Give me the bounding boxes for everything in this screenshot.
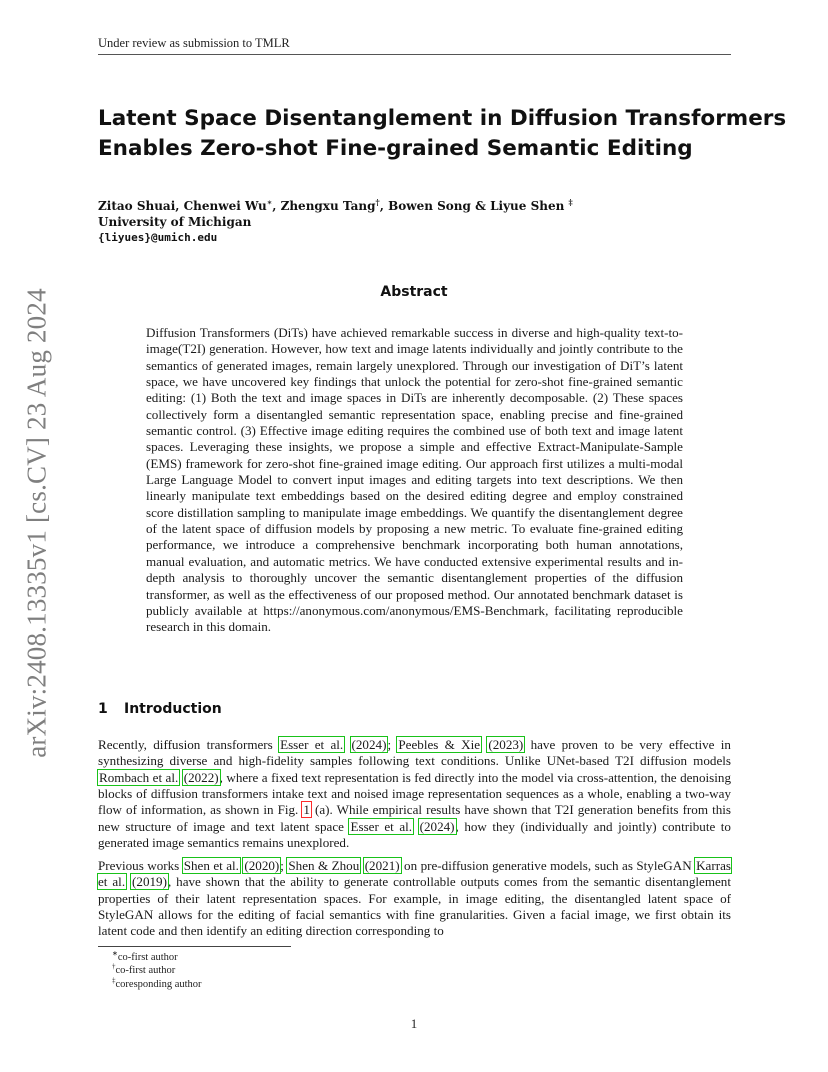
footnote-text: co-first author [115, 965, 176, 977]
citation-link[interactable]: Shen & Zhou [288, 858, 360, 873]
author-names [98, 198, 738, 214]
section-title: Introduction [124, 701, 222, 717]
footnote-item [112, 951, 202, 964]
text-run [413, 819, 419, 834]
text-run: , where a fixed text representation is fed directly into the model via cross-attention, the denoising blocks of diffusion transformers intake text and noised image representation sequences as a whole, enabling a two-way flow of information, as shown in Fig. [98, 769, 731, 818]
title-line-1: Latent Space Disentanglement in Diffusion Transformers [98, 106, 787, 131]
citation-link[interactable]: (2021) [364, 858, 400, 873]
arxiv-sidebar-stamp [17, 285, 57, 760]
author-block [98, 198, 738, 246]
author-email: {liyues}@umich.edu [98, 231, 218, 244]
text-run: , have shown that the ability to generate controllable outputs comes from the semantic disentanglement properties of their latent representation spaces. For example, in image editing, the disentangled latent space of StyleGAN allows for the editing of facial semantics with fine granularities. Given a facial image, we first obtain its latent code and then identify an editing direction corresponding to [98, 874, 731, 939]
author-mark-1: ∗ [266, 197, 273, 207]
author-text-3: , Bowen Song & Liyue Shen [379, 199, 569, 213]
citation-link[interactable]: Shen et al. [183, 858, 239, 873]
footnote-divider [98, 946, 291, 947]
footnote-text: co-first author [117, 952, 178, 963]
running-header: Under review as submission to TMLR [98, 36, 731, 55]
citation-link[interactable]: (2023) [488, 737, 524, 752]
arxiv-id: arXiv:2408.13335v1 [cs.CV] 23 Aug 2024 [21, 287, 52, 758]
citation-link[interactable]: (2024) [419, 818, 455, 834]
text-run: Recently, diffusion transformers [98, 737, 280, 752]
footnote-item [112, 964, 202, 977]
author-mark-3: ‡ [568, 197, 573, 207]
title-line-2: Enables Zero-shot Fine-grained Semantic Editing [98, 136, 693, 161]
figure-reference-link[interactable]: 1 [303, 802, 310, 818]
citation-link[interactable]: (2024) [351, 737, 387, 752]
citation-link[interactable]: Rombach et al. [99, 769, 179, 785]
text-run: ; [280, 858, 288, 873]
abstract-heading: Abstract [380, 284, 448, 300]
citation-link[interactable]: Peebles & Xie [398, 737, 481, 752]
text-run: , how they (individually and jointly) contribute to generated image semantics remains unexplored. [98, 818, 731, 851]
text-run: ; [387, 737, 398, 752]
footnotes [112, 951, 202, 991]
text-run: (a). While empirical results have shown that T2I generation benefits from this new structure of image and text latent space [98, 802, 731, 834]
footnote-text: coresponding author [115, 978, 202, 990]
text-run: have proven to be very effective in synthesizing diverse and high-fidelity samples following text conditions. Unlike UNet-based T2I diffusion models [98, 737, 731, 769]
section-heading-introduction [98, 701, 222, 717]
section-number: 1 [98, 701, 108, 717]
citation-link[interactable]: (2022) [183, 769, 219, 785]
text-run: on pre-diffusion generative models, such as StyleGAN [400, 858, 696, 873]
footnote-mark: ∗ [112, 949, 118, 958]
intro-paragraph-2 [98, 858, 731, 940]
author-text-2: , Zhengxu Tang [272, 199, 376, 213]
text-run: Previous works [98, 858, 183, 873]
citation-link[interactable]: (2019) [132, 874, 167, 890]
paper-title [98, 104, 787, 164]
affiliation: University of Michigan [98, 215, 252, 229]
abstract-text: Diffusion Transformers (DiTs) have achieved remarkable success in diverse and high-quality text-to-image(T2I) generation. However, how text and image latents individually and jointly contribute to the semantics of generated images, remain largely unexplored. Through our investigation of DiT’s latent space, we have uncovered key findings that unlock the potential for zero-shot fine-grained semantic editing: (1) Both the text and image spaces in DiTs are inherently decomposable. (2) These spaces collectively form a disentangled semantic representation space, enabling precise and fine-grained semantic control. (3) Effective image editing requires the combined use of both text and image latent spaces. Leveraging these insights, we propose a simple and effective Extract-Manipulate-Sample (EMS) framework for zero-shot fine-grained image editing. Our approach first utilizes a multi-modal Large Language Model to convert input images and editing targets into text descriptions. We then linearly manipulate text embeddings based on the desired editing degree and employ constrained score distillation sampling to manipulate image embeddings. We quantify the disentanglement degree of the latent space of diffusion models by proposing a new metric. To evaluate fine-grained editing performance, we introduce a comprehensive benchmark incorporating both human annotations, manual evaluation, and automatic metrics. We have conducted extensive experimental results and in-depth analysis to thoroughly uncover the semantic disentanglement properties of the diffusion transformer, as well as the effectiveness of our proposed method. Our annotated benchmark dataset is publicly available at https://anonymous.com/anonymous/EMS-Benchmark, facilitating reproducible research in this domain. [146, 325, 683, 635]
footnote-item [112, 978, 202, 991]
page-number: 1 [410, 1016, 418, 1031]
author-text-1: Zitao Shuai, Chenwei Wu [98, 199, 267, 213]
footnote-mark: † [112, 962, 116, 971]
text-run [344, 737, 350, 752]
author-mark-2: † [375, 197, 380, 207]
footnote-mark: ‡ [112, 976, 116, 985]
citation-link[interactable]: Karras et al. [98, 858, 731, 890]
intro-paragraph-1 [98, 737, 731, 851]
citation-link[interactable]: Esser et al. [280, 737, 344, 752]
citation-link[interactable]: Esser et al. [350, 818, 413, 834]
citation-link[interactable]: (2020) [244, 858, 280, 873]
